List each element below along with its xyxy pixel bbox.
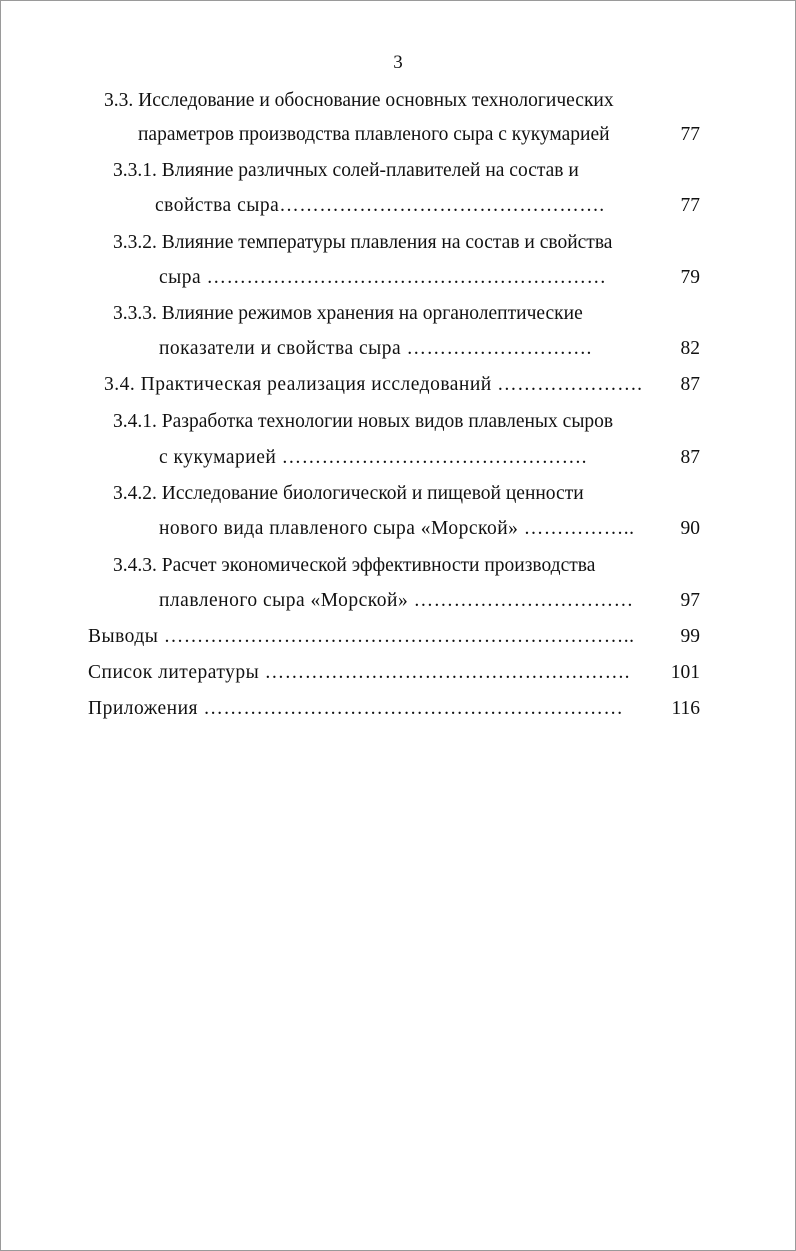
toc-entry-3-3-2-continuation: сыра …………………………………………………… [159, 267, 607, 288]
toc-entry-3-4-3-continuation: плавленого сыра «Морской» …………………………… [159, 590, 634, 611]
toc-entry-3-4-1-continuation: с кукумарией ………………………………………. [159, 447, 588, 468]
toc-entry-3-3-2-title: 3.3.2. Влияние температуры плавления на состав и свойства [113, 232, 613, 253]
toc-entry-conclusions-title: Выводы …………………………………………………………….. [88, 626, 635, 647]
toc-entry-3-3-1-continuation: свойства сыра…………………………………………. [155, 195, 605, 216]
toc-entry-3-3-page: 77 [680, 124, 700, 145]
toc-entry-3-3-1-page: 77 [680, 195, 700, 216]
toc-entry-3-4-2-continuation: нового вида плавленого сыра «Морской» …………….. [159, 518, 635, 539]
toc-entry-appendices-title: Приложения ……………………………………………………… [88, 698, 624, 719]
toc-entry-3-4-page: 87 [680, 374, 700, 395]
toc-entry-3-4-3-title: 3.4.3. Расчет экономической эффективности производства [113, 555, 596, 576]
page-number: 3 [393, 52, 403, 73]
toc-entry-references-page: 101 [670, 662, 700, 683]
toc-entry-3-4-2-page: 90 [680, 518, 700, 539]
toc-entry-3-4-1-title: 3.4.1. Разработка технологии новых видов плавленых сыров [113, 411, 614, 432]
toc-entry-3-3-title: 3.3. Исследование и обоснование основных технологических [104, 90, 614, 111]
toc-entry-3-3-1-title: 3.3.1. Влияние различных солей-плавителей на состав и [113, 160, 579, 181]
toc-entry-3-3-3-title: 3.3.3. Влияние режимов хранения на органолептические [113, 303, 583, 324]
toc-entry-3-3-2-page: 79 [680, 267, 700, 288]
toc-entry-3-4-2-title: 3.4.2. Исследование биологической и пищевой ценности [113, 483, 584, 504]
toc-entry-references-title: Список литературы ………………………………………………. [88, 662, 630, 683]
toc-entry-conclusions-page: 99 [680, 626, 700, 647]
toc-entry-3-3-3-page: 82 [680, 338, 700, 359]
toc-entry-3-3-continuation: параметров производства плавленого сыра с кукумарией [138, 124, 610, 145]
toc-entry-3-4-title: 3.4. Практическая реализация исследований …………………. [104, 374, 643, 395]
toc-entry-3-4-1-page: 87 [680, 447, 700, 468]
toc-entry-3-4-3-page: 97 [680, 590, 700, 611]
toc-entry-3-3-3-continuation: показатели и свойства сыра ………………………. [159, 338, 592, 359]
toc-entry-appendices-page: 116 [671, 698, 700, 719]
